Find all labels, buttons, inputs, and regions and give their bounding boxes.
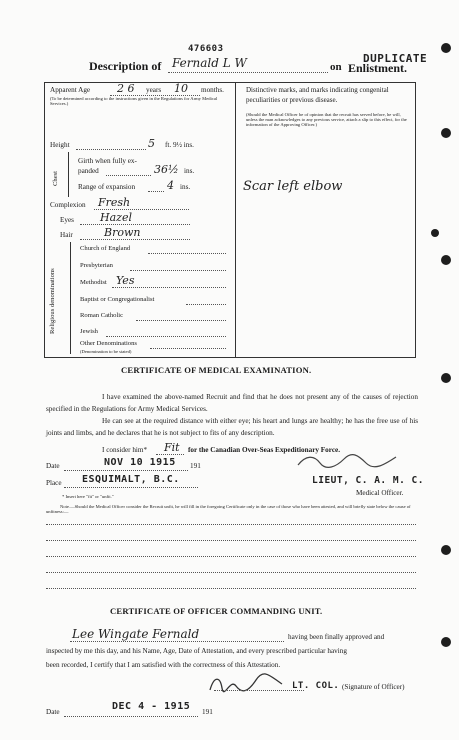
age-years-value: 2 6 [117,82,135,95]
marks-title-1: Distinctive marks, and marks indicating congenital [246,86,389,94]
commanding-officer-signature [206,672,286,701]
medical-date-label: Date [46,462,60,470]
hair-label: Hair [60,231,73,239]
punch-hole [431,229,439,237]
age-months-value: 10 [174,82,188,95]
punch-hole [441,373,451,383]
range-value: 4 [167,179,174,192]
apparent-age-label: Apparent Age [50,86,91,94]
insert-note: * Insert here "fit" or "unfit." [62,494,114,499]
religion-roman-catholic: Roman Catholic [80,312,124,319]
eyes-label: Eyes [60,216,74,224]
girth-label-2: panded [78,167,99,175]
commanding-year-label: 191 [202,708,213,716]
medical-year-label: 191 [190,462,201,470]
height-value: 5 [148,137,155,150]
punch-hole [441,43,451,53]
medical-para-1: I have examined the above-named Recruit and find that he does not present any of the causes of rejection specified in the Regulations for Army Medical Services. [46,393,418,413]
place-label: Place [46,479,62,487]
surname-handwritten: Fernald L W [172,56,247,70]
girth-units: ins. [184,167,195,175]
approved-text: having been finally approved and [288,633,385,641]
religion-church-of-england: Church of England [80,245,131,252]
religion-presbyterian: Presbyterian [80,262,113,269]
description-title: Description of [89,59,162,73]
methodist-value: Yes [116,274,135,287]
duplicate-stamp: DUPLICATE [363,52,428,65]
punch-hole [441,637,451,647]
range-units: ins. [180,183,191,191]
table-divider [235,82,236,358]
serial-number: 476603 [188,44,224,54]
cause-line [46,588,416,589]
age-note: (To be determined according to the instructions given in the Regulations for Army Medical Services.) [50,96,218,106]
girth-value: 36½ [154,163,179,176]
table-frame-bottom [44,357,416,358]
medical-officer-signature [296,453,406,472]
medical-para-2: He can see at the required distance with either eye; his heart and lungs are healthy; he has the free use of his joints and limbs, and he declares that he is not subject to fits of any description. [46,417,418,437]
cause-line [46,572,416,573]
unfit-note: Note.—Should the Medical Officer consider the Recruit unfit, he will fill in the foregoing Certificate only in the case of those who have been attested, and will briefly state below the cause of unfitness:— [46,504,411,514]
cause-line [46,540,416,541]
height-units: ft. 9½ ins. [165,141,194,149]
enlistment-label: Enlistment. [348,61,408,75]
medical-officer-label: Medical Officer. [356,489,404,497]
on-label: on [330,61,342,73]
cause-line [46,556,416,557]
religion-other-note: (Denomination to be stated) [80,349,132,354]
religion-jewish: Jewish [80,328,98,335]
punch-hole [441,128,451,138]
officer-rank-stamp: LIEUT, C. A. M. C. [312,475,424,486]
table-frame-top [44,82,416,83]
commanding-date-label: Date [46,708,60,716]
punch-hole [441,255,451,265]
signature-label: (Signature of Officer) [342,683,405,691]
table-frame-right [415,82,416,358]
commanding-date-stamp: DEC 4 - 1915 [112,701,191,712]
cause-line [46,524,416,525]
religion-other: Other Denominations [80,340,137,347]
years-label: years [146,86,162,94]
rank-stamp: LT. COL. [292,681,340,691]
medical-heading: CERTIFICATE OF MEDICAL EXAMINATION. [121,365,312,375]
consider-label: I consider him* [102,446,148,454]
religion-baptist: Baptist or Congregationalist [80,296,155,303]
recruit-name-handwritten: Lee Wingate Fernald [72,627,200,641]
chest-label: Chest [52,170,59,186]
punch-hole [441,545,451,555]
distinctive-marks-value: Scar left elbow [243,179,343,194]
consider-force: for the Canadian Over-Seas Expeditionary Force. [188,446,340,454]
hair-value: Brown [104,226,141,239]
fit-value: Fit [164,441,180,454]
medical-date-stamp: NOV 10 1915 [104,457,176,468]
marks-title-2: peculiarities or previous disease. [246,96,338,104]
inspected-text: inspected by me this day, and his Name, Age, Date of Attestation, and every prescribed particular having [46,647,347,655]
months-label: months. [201,86,224,94]
complexion-label: Complexion [50,201,86,209]
table-frame-left [44,82,45,358]
certify-text: been recorded, I certify that I am satisfied with the correctness of this Attestation. [46,661,281,669]
place-stamp: ESQUIMALT, B.C. [82,474,180,485]
marks-note: (Should the Medical Officer be of opinion that the recruit has served before, he will, unless the man acknowledges to any previous service, attach a slip to this effect, for the information of the Approving Officer.) [246,112,407,127]
complexion-value: Fresh [98,196,131,209]
eyes-value: Hazel [100,211,132,224]
commanding-heading: CERTIFICATE OF OFFICER COMMANDING UNIT. [110,606,323,616]
height-label: Height [50,141,70,149]
religion-label: Religious denominations [49,268,56,334]
religion-methodist: Methodist [80,279,107,286]
girth-label-1: Girth when fully ex- [78,157,137,165]
range-label: Range of expansion [78,183,136,191]
